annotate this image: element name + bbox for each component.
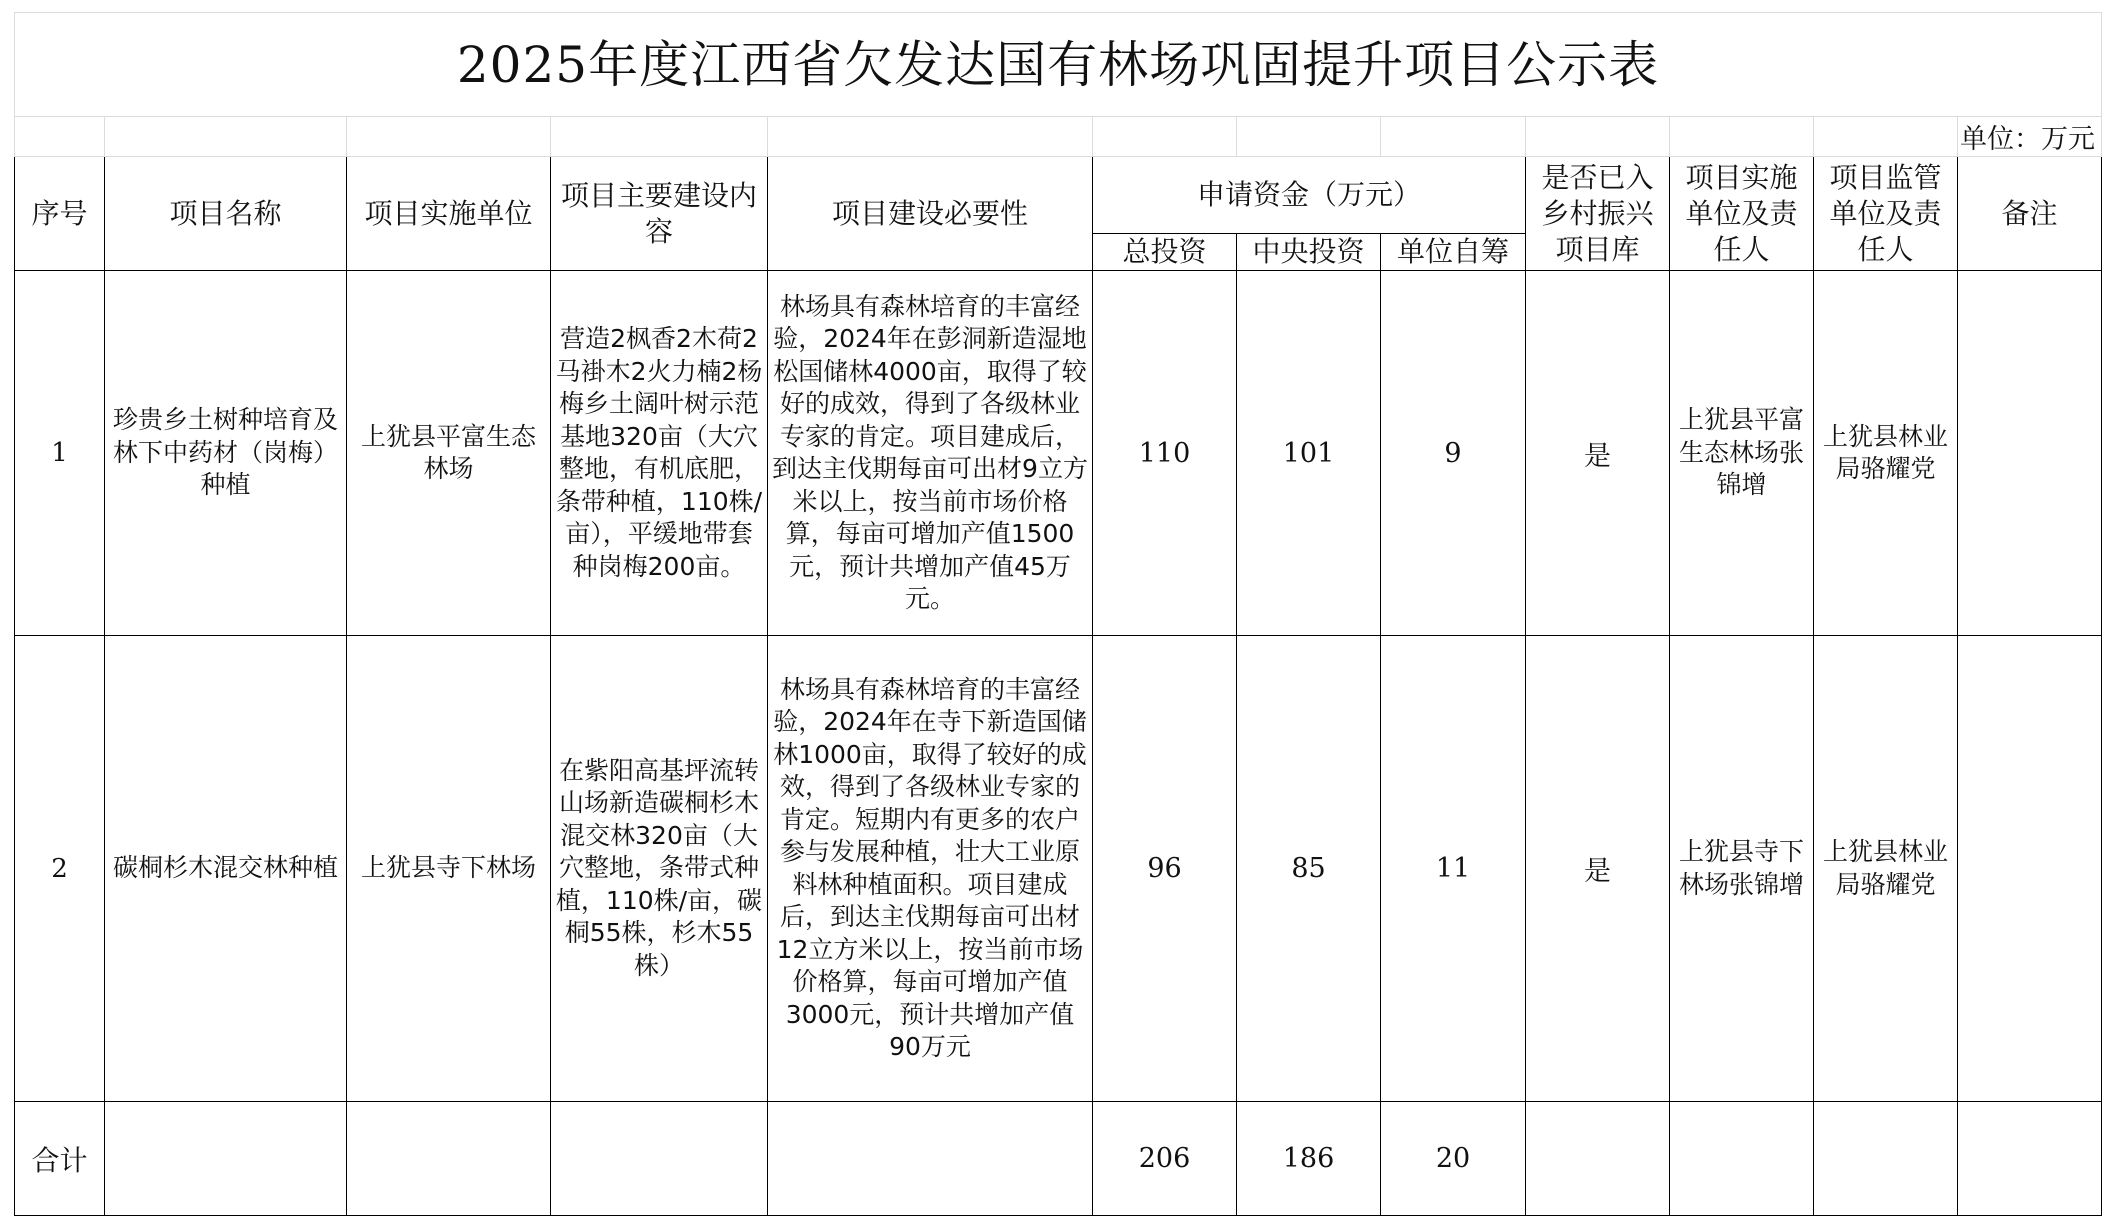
row-central: 101 <box>1237 271 1381 636</box>
row-remark <box>1958 271 2102 636</box>
row-self: 9 <box>1381 271 1526 636</box>
total-sum: 206 <box>1093 1102 1237 1216</box>
row-unit: 上犹县平富生态林场 <box>347 271 551 636</box>
header-in-library: 是否已入乡村振兴项目库 <box>1526 157 1670 271</box>
table-row <box>15 636 2102 1102</box>
header-no: 序号 <box>15 157 105 271</box>
header-name: 项目名称 <box>105 157 347 271</box>
header-central: 中央投资 <box>1237 234 1381 271</box>
header-self: 单位自筹 <box>1381 234 1526 271</box>
header-responsible: 项目实施单位及责任人 <box>1670 157 1814 271</box>
row-central: 85 <box>1237 636 1381 1102</box>
row-name: 珍贵乡土树种培育及林下中药材（岗梅）种植 <box>105 271 347 636</box>
project-table <box>14 12 2102 1216</box>
row-total: 96 <box>1093 636 1237 1102</box>
row-content: 营造2枫香2木荷2马褂木2火力楠2杨梅乡土阔叶树示范基地320亩（大穴整地，有机底肥，条带种植，110株/亩），平缓地带套种岗梅200亩。 <box>551 271 768 636</box>
row-total: 110 <box>1093 271 1237 636</box>
unit-note: 单位：万元 <box>1958 117 2102 157</box>
row-in-library: 是 <box>1526 271 1670 636</box>
page-title: 2025年度江西省欠发达国有林场巩固提升项目公示表 <box>15 13 2102 117</box>
row-responsible: 上犹县寺下林场张锦增 <box>1670 636 1814 1102</box>
total-row <box>15 1102 2102 1216</box>
row-remark <box>1958 636 2102 1102</box>
row-supervisor: 上犹县林业局骆耀党 <box>1814 271 1958 636</box>
header-content: 项目主要建设内容 <box>551 157 768 271</box>
row-necessity: 林场具有森林培育的丰富经验，2024年在彭洞新造湿地松国储林4000亩，取得了较好的成效，得到了各级林业专家的肯定。项目建成后，到达主伐期每亩可出材9立方米以上，按当前市场价格算，每亩可增加产值1500元，预计共增加产值45万元。 <box>768 271 1093 636</box>
row-no: 2 <box>15 636 105 1102</box>
row-content: 在紫阳高基坪流转山场新造碳桐杉木混交林320亩（大穴整地，条带式种植，110株/亩，碳桐55株，杉木55株） <box>551 636 768 1102</box>
row-no: 1 <box>15 271 105 636</box>
total-central: 186 <box>1237 1102 1381 1216</box>
header-unit: 项目实施单位 <box>347 157 551 271</box>
row-unit: 上犹县寺下林场 <box>347 636 551 1102</box>
header-supervisor: 项目监管单位及责任人 <box>1814 157 1958 271</box>
header-total: 总投资 <box>1093 234 1237 271</box>
row-necessity: 林场具有森林培育的丰富经验，2024年在寺下新造国储林1000亩，取得了较好的成效，得到了各级林业专家的肯定。短期内有更多的农户参与发展种植，壮大工业原料林种植面积。项目建成后，到达主伐期每亩可出材12立方米以上，按当前市场价格算，每亩可增加产值3000元，预计共增加产值90万元 <box>768 636 1093 1102</box>
total-label: 合计 <box>15 1102 105 1216</box>
header-funds: 申请资金（万元） <box>1093 157 1526 234</box>
row-self: 11 <box>1381 636 1526 1102</box>
header-remark: 备注 <box>1958 157 2102 271</box>
row-in-library: 是 <box>1526 636 1670 1102</box>
total-self: 20 <box>1381 1102 1526 1216</box>
header-necessity: 项目建设必要性 <box>768 157 1093 271</box>
row-name: 碳桐杉木混交林种植 <box>105 636 347 1102</box>
row-responsible: 上犹县平富生态林场张锦增 <box>1670 271 1814 636</box>
table-row <box>15 271 2102 636</box>
row-supervisor: 上犹县林业局骆耀党 <box>1814 636 1958 1102</box>
